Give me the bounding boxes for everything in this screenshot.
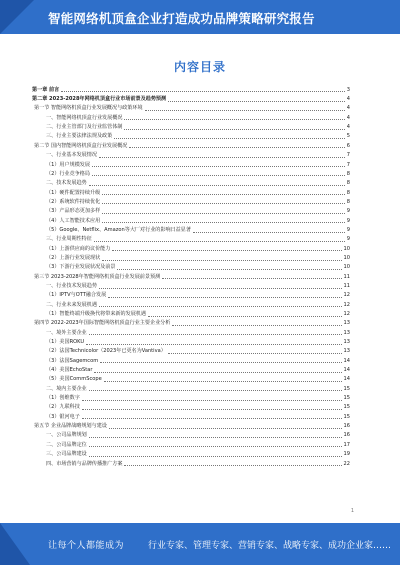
toc-entry-page: 14 xyxy=(343,367,350,374)
toc-entry-label: （4）美国EchoStar xyxy=(46,367,93,374)
toc-entry-page: 8 xyxy=(346,198,350,205)
toc-entry-label: （2）法国Technicolor（2023年已更名为Vantiva） xyxy=(46,348,166,355)
toc-entry-page: 3 xyxy=(346,86,350,93)
toc-heading: 内容目录 xyxy=(173,60,226,74)
toc-entry-page: 11 xyxy=(343,282,350,289)
toc-entry-page: 12 xyxy=(343,292,350,299)
toc-entry-label: （2）上游行业发展现状 xyxy=(46,254,101,261)
toc-leader-dots xyxy=(162,277,341,279)
toc-entry-label: 第四节 2022-2023年国际智能网络机顶盒行业主要企业分析 xyxy=(34,320,171,327)
toc-entry-label: （3）法国Sagemcom xyxy=(46,357,99,364)
toc-entry-label: 第三节 2023-2028年智能网络机顶盒行业发展前景预测 xyxy=(34,273,161,280)
toc-leader-dots xyxy=(124,464,341,466)
toc-entry[interactable] xyxy=(32,205,350,214)
toc-leader-dots xyxy=(89,184,345,186)
toc-entry-page: 4 xyxy=(346,114,350,121)
toc-entry-label: （3）银河电子 xyxy=(46,413,80,420)
footer-corner-decoration xyxy=(0,523,30,565)
toc-entry-page: 14 xyxy=(343,357,350,364)
toc-entry[interactable] xyxy=(32,93,350,102)
toc-entry-page: 8 xyxy=(346,180,350,187)
toc-entry-label: 二、境内主要企业 xyxy=(46,385,87,392)
bottom-banner xyxy=(0,523,400,565)
toc-entry-label: （2）系统软件持续优化 xyxy=(46,198,101,205)
toc-leader-dots xyxy=(114,137,345,139)
toc-entry[interactable] xyxy=(32,392,350,401)
toc-entry[interactable] xyxy=(32,383,350,392)
table-of-contents xyxy=(32,84,350,467)
toc-leader-dots xyxy=(102,212,345,214)
toc-entry[interactable] xyxy=(32,318,350,327)
toc-leader-dots xyxy=(168,352,342,354)
toc-entry-label: （1）用户规模发展 xyxy=(46,161,90,168)
toc-leader-dots xyxy=(124,118,344,120)
toc-leader-dots xyxy=(172,324,341,326)
toc-leader-dots xyxy=(109,427,342,429)
toc-entry-label: 一、行业技术发展趋势 xyxy=(46,282,97,289)
toc-leader-dots xyxy=(124,128,344,130)
toc-entry[interactable] xyxy=(32,411,350,420)
toc-leader-dots xyxy=(102,221,345,223)
toc-entry-label: 三、行业主要法律法规及政策 xyxy=(46,133,113,140)
toc-leader-dots xyxy=(82,408,342,410)
toc-leader-dots xyxy=(112,249,341,251)
toc-entry[interactable] xyxy=(32,308,350,317)
toc-entry[interactable] xyxy=(32,84,350,93)
toc-entry-page: 8 xyxy=(346,189,350,196)
toc-entry[interactable] xyxy=(32,224,350,233)
page-number: 1 xyxy=(350,508,354,514)
toc-entry-label: （3）下游行业发展状况及前景 xyxy=(46,264,116,271)
toc-entry-label: 一、境外主要企业 xyxy=(46,329,87,336)
toc-entry[interactable] xyxy=(32,159,350,168)
toc-entry-page: 13 xyxy=(343,329,350,336)
toc-entry[interactable] xyxy=(32,196,350,205)
toc-entry-page: 4 xyxy=(346,124,350,131)
toc-leader-dots xyxy=(145,109,345,111)
toc-entry[interactable] xyxy=(32,168,350,177)
toc-entry-label: 三、公司品牌建设 xyxy=(46,451,87,458)
toc-entry-page: 11 xyxy=(343,273,350,280)
toc-entry[interactable] xyxy=(32,112,350,121)
toc-entry[interactable] xyxy=(32,262,350,271)
toc-entry-label: （5）美国CommScope xyxy=(46,376,102,383)
toc-entry[interactable] xyxy=(32,374,350,383)
toc-leader-dots xyxy=(89,389,342,391)
toc-leader-dots xyxy=(193,231,345,233)
toc-entry-page: 7 xyxy=(346,161,350,168)
toc-entry-label: 二、技术发展趋势 xyxy=(46,180,87,187)
toc-leader-dots xyxy=(89,455,342,457)
toc-leader-dots xyxy=(89,333,342,335)
toc-entry-page: 7 xyxy=(346,152,350,159)
toc-entry-page: 14 xyxy=(343,376,350,383)
toc-entry-label: 一、行业基本发展情况 xyxy=(46,152,97,159)
toc-leader-dots xyxy=(89,436,342,438)
toc-entry-label: 四、市场营销与品牌传播推广方案 xyxy=(46,460,123,467)
toc-entry-label: 第二节 国内智能网络机顶盒行业发展概况 xyxy=(34,142,128,149)
toc-leader-dots xyxy=(99,156,345,158)
toc-leader-dots xyxy=(102,193,345,195)
toc-leader-dots xyxy=(129,146,344,148)
toc-entry-label: （2）行业竞争格局 xyxy=(46,170,90,177)
toc-entry-page: 15 xyxy=(343,404,350,411)
toc-entry-page: 9 xyxy=(346,217,350,224)
toc-entry-page: 10 xyxy=(343,264,350,271)
toc-entry-label: （2）九联科技 xyxy=(46,404,80,411)
toc-entry-page: 15 xyxy=(343,395,350,402)
toc-entry-label: 一、公司品牌规划 xyxy=(46,432,87,439)
toc-entry-label: （4）人工智能技术应用 xyxy=(46,217,101,224)
toc-entry-page: 19 xyxy=(343,451,350,458)
toc-entry-page: 13 xyxy=(343,348,350,355)
toc-entry[interactable] xyxy=(32,121,350,130)
toc-entry-label: 二、公司品牌定位 xyxy=(46,441,87,448)
toc-entry-label: （5）Google、Netflix、Amazon等大厂对行业的影响日益显著 xyxy=(46,226,191,233)
toc-leader-dots xyxy=(117,268,341,270)
toc-entry-label: 第一章 前言 xyxy=(32,86,60,93)
toc-leader-dots xyxy=(94,240,345,242)
toc-leader-dots xyxy=(99,287,342,289)
toc-entry-page: 13 xyxy=(343,320,350,327)
toc-entry-label: 三、行业周期性特征 xyxy=(46,236,92,243)
toc-leader-dots xyxy=(100,361,341,363)
toc-entry[interactable] xyxy=(32,103,350,112)
toc-entry[interactable] xyxy=(32,243,350,252)
toc-entry[interactable] xyxy=(32,131,350,140)
toc-leader-dots xyxy=(102,202,345,204)
toc-entry-page: 16 xyxy=(343,432,350,439)
toc-leader-dots xyxy=(99,305,342,307)
toc-entry-label: （1）智能终端升级换代将带来新的发展机遇 xyxy=(46,311,147,317)
toc-entry-label: （1）硬件配置持续升级 xyxy=(46,189,101,196)
toc-entry-page: 10 xyxy=(343,245,350,252)
toc-entry-page: 5 xyxy=(346,133,350,140)
toc-entry-page: 22 xyxy=(343,460,350,467)
toc-entry[interactable] xyxy=(32,355,350,364)
toc-entry-page: 8 xyxy=(346,170,350,177)
top-banner xyxy=(0,0,400,34)
report-title: 智能网络机顶盒企业打造成功品牌策略研究报告 xyxy=(48,11,315,26)
toc-entry-page: 4 xyxy=(346,96,350,103)
toc-entry[interactable] xyxy=(32,299,350,308)
toc-entry-page: 9 xyxy=(346,226,350,233)
toc-entry-page: 12 xyxy=(343,311,350,317)
toc-entry-page: 4 xyxy=(346,105,350,112)
toc-leader-dots xyxy=(104,380,342,382)
toc-leader-dots xyxy=(82,417,342,419)
toc-entry-label: （1）创维数字 xyxy=(46,395,80,402)
toc-entry[interactable] xyxy=(32,215,350,224)
toc-entry-label: 第五节 企业品牌战略规划与建设 xyxy=(34,423,107,430)
toc-entry[interactable] xyxy=(32,327,350,336)
toc-entry-page: 9 xyxy=(346,208,350,215)
toc-leader-dots xyxy=(148,315,341,317)
toc-entry-label: （1）上游供应商的议价能力 xyxy=(46,245,111,252)
toc-entry-label: 第二章 2023-2028年网络机顶盒行业市场前景及趋势预测 xyxy=(32,96,167,103)
footer-slogan-left: 让每个人都能成为 xyxy=(48,541,125,551)
toc-leader-dots xyxy=(102,259,341,261)
toc-leader-dots xyxy=(89,445,342,447)
toc-entry-label: （3）产品形态更加多样 xyxy=(46,208,101,215)
toc-entry-page: 9 xyxy=(346,236,350,243)
toc-entry[interactable] xyxy=(32,149,350,158)
toc-entry[interactable] xyxy=(32,280,350,289)
toc-entry-page: 16 xyxy=(343,423,350,430)
toc-leader-dots xyxy=(94,371,341,373)
toc-entry[interactable] xyxy=(32,346,350,355)
toc-entry-label: 一、智能网络机顶盒行业发展概况 xyxy=(46,114,123,121)
toc-entry-page: 10 xyxy=(343,254,350,261)
toc-entry[interactable] xyxy=(32,234,350,243)
toc-entry-page: 12 xyxy=(343,301,350,308)
toc-entry-label: 第一节 智能网络机顶盒行业发展概况与政策环境 xyxy=(34,105,143,112)
toc-entry[interactable] xyxy=(32,439,350,448)
toc-entry[interactable] xyxy=(32,252,350,261)
toc-entry[interactable] xyxy=(32,430,350,439)
toc-entry-page: 15 xyxy=(343,413,350,420)
toc-leader-dots xyxy=(82,399,342,401)
toc-entry-page: 13 xyxy=(343,339,350,346)
toc-leader-dots xyxy=(61,90,345,92)
toc-leader-dots xyxy=(168,100,345,102)
toc-entry[interactable] xyxy=(32,290,350,299)
toc-entry-page: 15 xyxy=(343,385,350,392)
toc-entry[interactable] xyxy=(32,187,350,196)
toc-entry-label: （1）IPTV与OTT融合发展 xyxy=(46,292,107,299)
toc-entry[interactable] xyxy=(32,420,350,429)
banner-corner-decoration xyxy=(0,0,34,34)
toc-entry[interactable] xyxy=(32,140,350,149)
toc-entry[interactable] xyxy=(32,336,350,345)
toc-entry-label: 二、行业未来发展机遇 xyxy=(46,301,97,308)
toc-entry[interactable] xyxy=(32,177,350,186)
toc-entry[interactable] xyxy=(32,271,350,280)
toc-entry-label: （1）美国ROKU xyxy=(46,339,85,346)
toc-entry[interactable] xyxy=(32,458,350,467)
toc-entry[interactable] xyxy=(32,448,350,457)
toc-entry[interactable] xyxy=(32,402,350,411)
footer-slogan-right: 行业专家、管理专家、营销专家、战略专家、成功企业家…… xyxy=(148,541,392,551)
toc-leader-dots xyxy=(86,343,341,345)
toc-entry-page: 17 xyxy=(343,441,350,448)
toc-entry-page: 6 xyxy=(346,142,350,149)
toc-entry-label: 二、行业主管部门及行业监管体制 xyxy=(46,124,123,131)
toc-leader-dots xyxy=(92,174,345,176)
toc-entry[interactable] xyxy=(32,364,350,373)
toc-leader-dots xyxy=(108,296,341,298)
toc-leader-dots xyxy=(92,165,345,167)
